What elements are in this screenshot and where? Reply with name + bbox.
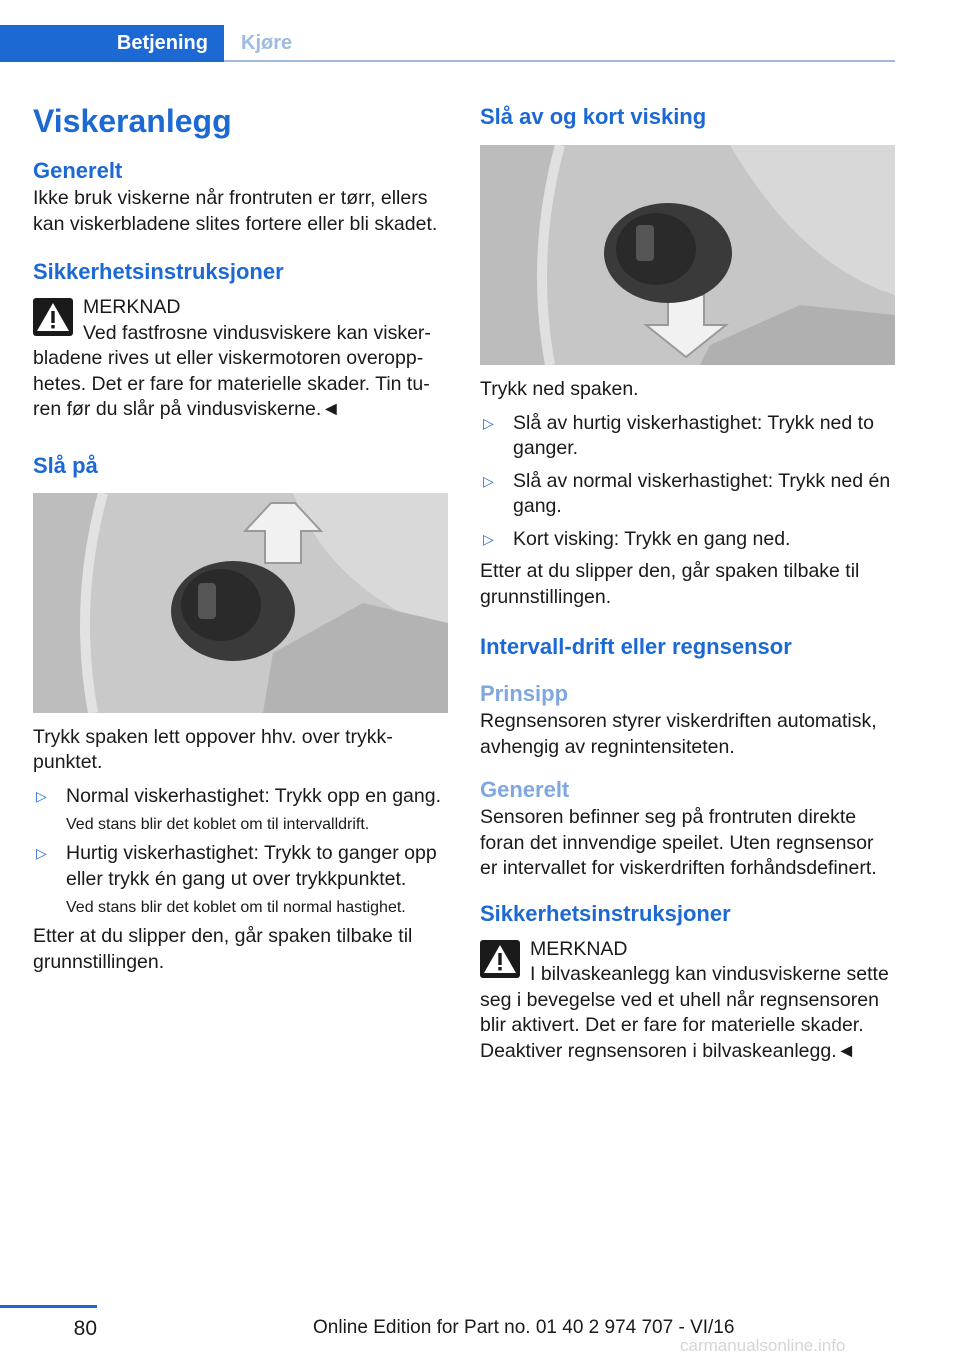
lever-up-image	[33, 493, 448, 713]
right-column	[480, 95, 895, 1064]
page-title: Viskeranlegg	[33, 103, 232, 139]
bullet-triangle-icon: ▷	[483, 472, 494, 489]
left-column	[33, 95, 448, 975]
off-heading: Slå av og kort visking	[480, 104, 707, 129]
safety-heading: Sikkerhetsinstruksjoner	[33, 259, 284, 284]
warning-icon	[480, 940, 520, 978]
safety-heading: Sikkerhetsinstruksjoner	[480, 900, 731, 926]
bullet-triangle-icon: ▷	[36, 787, 47, 804]
warning-text: I bilvaskeanlegg kan vindusviskerne sette seg i bevegelse ved et uhell når regnsensoren blir aktivert. Det er fare for materielle skader. Deaktiver regnsensoren i bilvaskeanlegg.◄	[480, 963, 889, 1062]
list-item: ▷ Normal viskerhastighet: Trykk opp en gang.	[33, 784, 448, 810]
release-text: Etter at du slipper den, går spaken tilbake til grunnstillingen.	[480, 560, 860, 608]
on-bullets	[33, 784, 448, 918]
edition-text: Online Edition for Part no. 01 40 2 974 707 - VI/16	[313, 1317, 735, 1338]
list-item: ▷ Hurtig viskerhastighet: Trykk to ganger opp eller trykk én gang ut over trykkpunktet.	[36, 842, 437, 890]
lever-down-image	[480, 145, 895, 365]
off-bullets	[480, 411, 895, 553]
on-heading: Slå på	[33, 452, 98, 478]
on-intro: Trykk spaken lett oppover hhv. over trykkpunktet.	[33, 725, 393, 773]
release-text: Etter at du slipper den, går spaken tilbake til grunnstillingen.	[33, 925, 413, 973]
warning-notice	[480, 937, 895, 1065]
watermark: carmanualsonline.info	[680, 1336, 846, 1355]
warning-title: MERKNAD	[83, 296, 181, 318]
list-item-note: Ved stans blir det koblet om til normal hastighet.	[66, 899, 406, 916]
principle-heading: Prinsipp	[480, 681, 569, 706]
bullet-triangle-icon: ▷	[36, 845, 47, 861]
list-item: ▷ Kort visking: Trykk en gang ned.	[480, 527, 895, 553]
bullet-triangle-icon: ▷	[483, 414, 494, 431]
list-item-note: Ved stans blir det koblet om til intervalldrift.	[66, 816, 370, 833]
general-text: Sensoren befinner seg på frontruten direkte foran det innvendige speilet. Uten regnsensor er intervallet for viskerdriften forhåndsdefinert.	[480, 806, 877, 879]
warning-notice	[33, 295, 448, 423]
page-number: 80	[73, 1317, 97, 1340]
tab-betjening[interactable]: Betjening	[0, 25, 224, 62]
list-item: ▷ Slå av hurtig viskerhastighet: Trykk ned to ganger.	[483, 411, 874, 459]
principle-text: Regnsensoren styrer viskerdriften automatisk, avhengig av regnintensiteten.	[480, 710, 877, 758]
off-intro: Trykk ned spaken.	[480, 378, 639, 400]
chapter-header	[0, 0, 895, 62]
general-heading: Generelt	[480, 777, 570, 802]
warning-icon	[33, 298, 73, 336]
general-text: Ikke bruk viskerne når frontruten er tørr, ellers kan viskerbladene slites fortere eller bli skadet.	[33, 187, 438, 235]
footer-rule	[0, 1305, 97, 1308]
warning-title: MERKNAD	[530, 937, 628, 960]
bullet-triangle-icon: ▷	[483, 530, 494, 547]
tab-kjore[interactable]: Kjøre	[241, 32, 293, 54]
general-heading: Generelt	[33, 158, 123, 183]
warning-text: Ved fastfrosne vindusviskere kan viskerbladene rives ut eller viskermotoren overopphetes. Det er fare for materielle skader. Tin turen før du slår på vindusviskerne.◄	[33, 321, 431, 420]
list-item: ▷ Slå av normal viskerhastighet: Trykk ned én gang.	[483, 469, 891, 517]
interval-heading: Intervall-drift eller regnsensor	[480, 634, 792, 659]
